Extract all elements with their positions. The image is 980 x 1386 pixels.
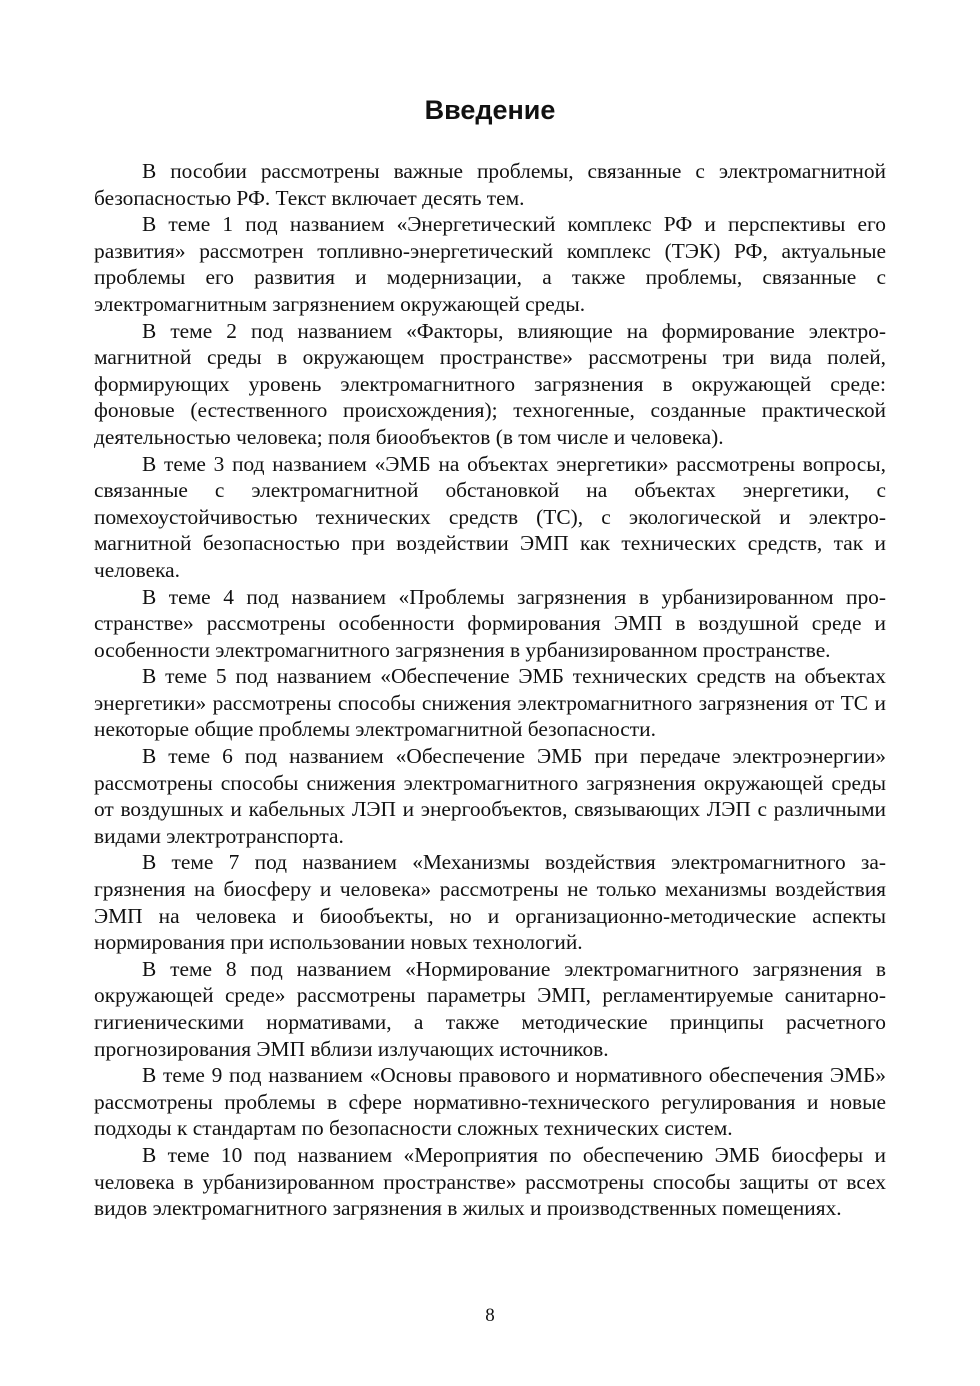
paragraph-topic-6: В теме 6 под названием «Обеспечение ЭМБ при передаче электроэнергии» рассмотрены способы снижения электромагнитного загрязнения окружающей среды от воздушных и кабельных ЛЭП и энергообъектов, связывающих ЛЭП с различными видами электротранспорта.	[94, 744, 886, 848]
body-text	[94, 158, 886, 1222]
paragraph-topic-9: В теме 9 под названием «Основы правового и нормативного обеспечения ЭМБ» рассмотрены проблемы в сфере нормативно-технического регулирования и новые подходы к стандартам по безопасности сложных технических систем.	[94, 1063, 886, 1141]
paragraph-topic-5: В теме 5 под названием «Обеспечение ЭМБ технических средств на объектах энергетики» рассмотрены способы снижения электромагнитного загрязнения от ТС и некоторые общие проблемы электромагнитной безопасности.	[94, 664, 886, 742]
paragraph-topic-1: В теме 1 под названием «Энергетический комплекс РФ и перспективы его развития» рассмотрен топливно-энергетический комплекс (ТЭК) РФ, актуальные проблемы его развития и модернизации, а также проблемы, связанные с электромагнитным загрязнением окружающей среды.	[94, 212, 886, 316]
paragraph-topic-2: В теме 2 под названием «Факторы, влияющие на формирование электромагнитной среды в окружающем пространстве» рассмотрены три вида полей, формирующих уровень электромагнитного загрязнения в окружающей среде: фоновые (естественного происхождения); техногенные, созданные практической деятельностью человека; поля биообъектов (в том числе и человека).	[94, 318, 886, 449]
page-title: Введение	[424, 95, 556, 125]
paragraph-topic-8: В теме 8 под названием «Нормирование электромагнитного загрязнения в окружающей среде» рассмотрены параметры ЭМП, регламентируемые санитарно-гигиеническими нормативами, а также методические принципы расчетного прогнозирования ЭМП вблизи излучающих источников.	[94, 956, 886, 1061]
page-number: 8	[485, 1305, 495, 1326]
paragraph-topic-10: В теме 10 под названием «Мероприятия по обеспечению ЭМБ биосферы и человека в урбанизированном пространстве» рассмотрены способы защиты от всех видов электромагнитного загрязнения в жилых и производственных помещениях.	[94, 1142, 886, 1221]
paragraph-intro: В пособии рассмотрены важные проблемы, связанные с электромагнитной безопасностью РФ. Текст включает десять тем.	[94, 159, 886, 210]
paragraph-topic-4: В теме 4 под названием «Проблемы загрязнения в урбанизированном пространстве» рассмотрены особенности формирования ЭМП в воздушной среде и особенности электромагнитного загрязнения в урбанизированном пространстве.	[94, 584, 886, 662]
paragraph-topic-3: В теме 3 под названием «ЭМБ на объектах энергетики» рассмотрены вопросы, связанные с электромагнитной обстановкой на объектах энергетики, с помехоустойчивостью технических средств (ТС), с экологической и электромагнитной безопасностью при воздействии ЭМП как технических средств, так и человека.	[94, 451, 886, 582]
paragraph-topic-7: В теме 7 под названием «Механизмы воздействия электромагнитного загрязнения на биосферу и человека» рассмотрены не только механизмы воздействия ЭМП на человека и биообъекты, но и организационно-методические аспекты нормирования при использовании новых технологий.	[94, 850, 886, 955]
